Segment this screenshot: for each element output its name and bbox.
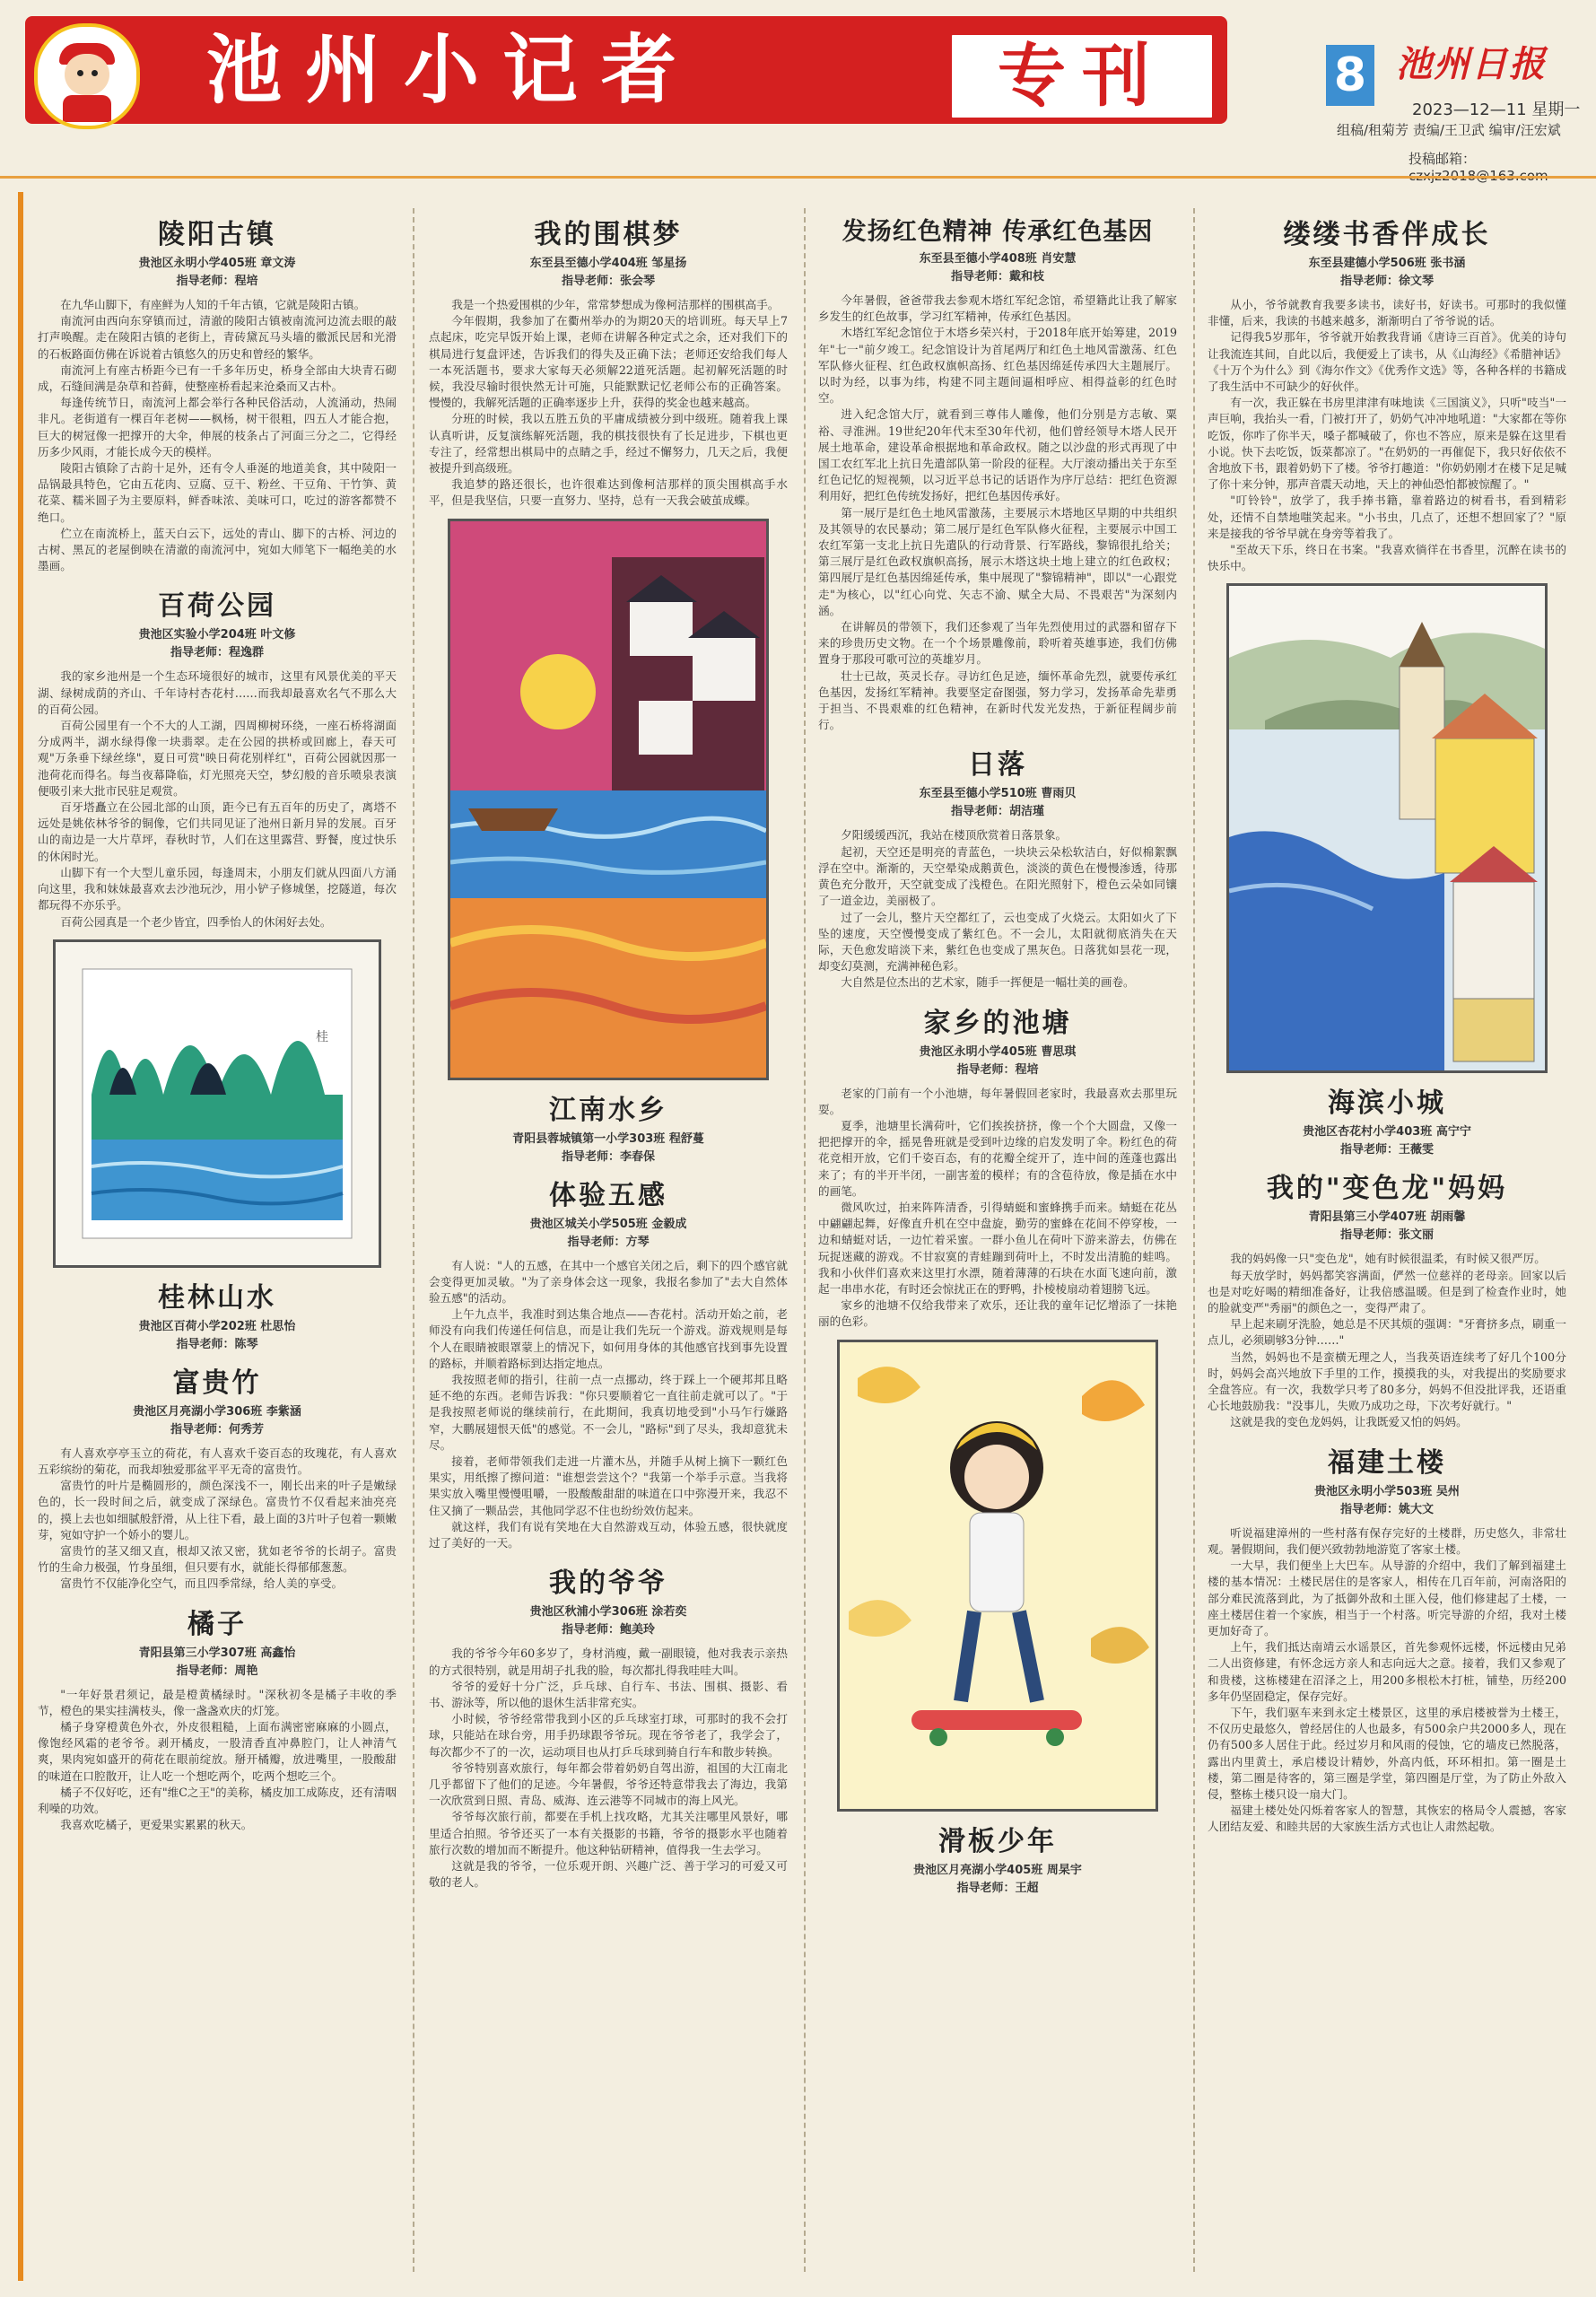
article-title: 缕缕书香伴成长 <box>1283 219 1491 250</box>
article-teacher: 指导老师：方琴 <box>567 1235 650 1249</box>
paragraph: 爷爷的爱好十分广泛，乒乓球、自行车、书法、围棋、摄影、看书、游泳等，所以他的退休生活非常充实。 <box>429 1679 788 1709</box>
paragraph: 早上起来刷牙洗脸，她总是不厌其烦的强调："牙膏挤多点，刷重一点儿，必须刷够3分钟……" <box>1208 1317 1566 1348</box>
paragraph: 这就是我的爷爷，一位乐观开朗、兴趣广泛、善于学习的可爱又可敬的老人。 <box>429 1858 788 1890</box>
article-teacher: 指导老师：王薇雯 <box>1339 1143 1434 1157</box>
article-teacher: 指导老师：程逸群 <box>170 646 264 660</box>
article-byline: 贵池区秋浦小学306班 涂若奕 <box>529 1605 687 1620</box>
article-teacher: 指导老师：姚大文 <box>1339 1502 1434 1516</box>
article-teacher: 指导老师：鲍美玲 <box>561 1623 655 1638</box>
paragraph: 陵阳古镇除了古韵十足外，还有令人垂涎的地道美食，其中陵阳一品锅最具特色，它由五花肉、豆腐、豆干、粉丝、干豆角、干竹笋、黄花菜、糯米圆子为主要原料，鲜香味浓、美味可口，吃过的游客都赞不绝口。 <box>38 461 397 524</box>
paragraph: 有一次，我正躲在书房里津津有味地读《三国演义》，只听"吱当"一声巨响，我抬头一看，门被打开了，奶奶气冲冲地吼道："大家都在等你吃饭，你咋了你半天，嗓子都喊破了，你也不答应，原来是躲在这里看小说。快下去吃饭，饭菜都凉了。"在奶奶的一再催促下，我只好依依不舍地放下书，跟着奶奶下了楼。爷爷打趣道："你奶奶刚才在楼下足足喊了你十来分钟，那声音震天动地，天上的神仙恐怕都被惊醒了。" <box>1208 396 1566 492</box>
paragraph: 在讲解员的带领下，我们还参观了当年先烈使用过的武器和留存下来的珍贵历史文物。在一个个场景雕像前，聆听着英雄事迹，我们仿佛置身于那段可歌可泣的英雄岁月。 <box>818 620 1177 667</box>
paragraph: 我按照老师的指引，往前一点一点挪动，终于踩上一个硬邦邦且略延不绝的东西。老师告诉我："你只要顺着它一直往前走就可以了。"于是我按照老师说的继续前行，在此期间，我真切地受到"小马乍行嫌路窄，大鹏展翅恨天低"的感觉。不一会儿，"路标"到了尽头，我却意犹未尽。 <box>429 1373 788 1452</box>
column-2 <box>429 206 788 2270</box>
article-guilin-caption <box>38 1275 397 1351</box>
paragraph: 就这样，我们有说有笑地在大自然游戏互动，体验五感，很快就度过了美好的一天。 <box>429 1519 788 1550</box>
article-seaside-caption <box>1208 1080 1566 1157</box>
masthead <box>0 0 1596 179</box>
jiangnan-water-town-painting <box>450 521 766 1078</box>
paragraph: 进入纪念馆大厅，就看到三尊伟人雕像，他们分别是方志敏、粟裕、寻淮洲。19世纪20年代末至30年代初，他们曾经领导木塔人民开展土地革命，建设革命根据地和革命政权。随之以沙盘的形式再现了中国工农红军北上抗日先遣部队第一阶段的征程。大厅滚动播出关于东至红色记忆的短视频，以习近平总书记的话语作为序厅总结：把红色资源利用好，把红色传统发扬好，把红色基因传承好。 <box>818 407 1177 503</box>
paragraph: 今年假期，我参加了在衢州举办的为期20天的培训班。每天早上7点起床，吃完早饭开始上课，老师在讲解各种定式之余，还对我们下的棋局进行复盘评述，告诉我们的得失及正确下法；老师还安给我们每人一本死活题书，要求大家每天必须解22道死活题。起初解死活题的时候，我没尽输时很快然无计可施，只能默默记忆老师公布的正确答案。慢慢的，我解死活题的正确率逐步上升，获得的奖金也越来越高。 <box>429 314 788 410</box>
column-1 <box>38 206 397 2270</box>
painting-guilin <box>53 939 381 1268</box>
article-title: 百荷公园 <box>158 590 276 623</box>
article-jiangnan-caption <box>429 1087 788 1164</box>
paragraph: 家乡的池塘不仅给我带来了欢乐，还让我的童年记忆增添了一抹艳丽的色彩。 <box>818 1298 1177 1329</box>
article-fujian-tulou <box>1208 1440 1566 1836</box>
article-teacher: 指导老师：李春保 <box>561 1149 655 1164</box>
article-orange <box>38 1602 397 1834</box>
article-body <box>429 1646 788 1891</box>
article-title: 我的"变色龙"妈妈 <box>1266 1173 1508 1205</box>
article-byline: 贵池区月亮湖小学306班 李紫涵 <box>133 1404 301 1419</box>
article-title: 富贵竹 <box>172 1367 262 1399</box>
paragraph: 这就是我的变色龙妈妈，让我既爱又怕的妈妈。 <box>1230 1415 1468 1429</box>
article-teacher: 指导老师：张会琴 <box>561 275 655 288</box>
article-byline: 东至县至德小学510班 曹雨贝 <box>919 787 1077 801</box>
paragraph: 夕阳缓缓西沉，我站在楼顶欣赏着日落景象。 <box>841 828 1068 843</box>
article-byline: 贵池区永明小学405班 章文涛 <box>138 257 296 270</box>
paragraph: 过了一会儿，整片天空都红了，云也变成了火烧云。太阳如火了下坠的速度，天空慢慢变成了紫红色。不一会儿，太阳就彻底消失在天际，天色愈发暗淡下来，紫红色也变成了黑灰色。日落犹如昙花一现，却变幻莫测，充满神秘色彩。 <box>818 910 1177 974</box>
article-baihe-park <box>38 583 397 930</box>
paragraph: 分班的时候，我以五胜五负的平庸成绩被分到中级班。随着我上课认真听讲，反复演练解死活题，我的棋技很快有了长足进步，下棋也更专注了，经常想出棋局中的点睛之手，经过不懈努力，几天之后，我便被提升到高级班。 <box>429 412 788 476</box>
page-number: 8 <box>1326 45 1374 106</box>
paragraph: 夏季，池塘里长满荷叶，它们挨挨挤挤，像一个个大圆盘，又像一把把撑开的伞，摇晃鲁班就是受到叶边缘的启发发明了伞。粉红色的荷花竞相开放，它们千姿百态，有的花瓣全绽开了，连中间的莲蓬也露出来了；有的半开半闭，一副害羞的模样；有的含苞待放，像是插在水中的画笔。 <box>818 1118 1177 1198</box>
paragraph: 南流河上有座古桥距今已有一千多年历史，桥身全部由大块青石砌成，石缝间满是杂草和苔藓，使整座桥看起来沧桑而又古朴。 <box>38 362 397 394</box>
article-byline: 东至县至德小学404班 邹星扬 <box>529 257 687 270</box>
article-teacher: 指导老师：周艳 <box>176 1664 258 1678</box>
article-body <box>1208 1251 1566 1430</box>
article-my-grandpa <box>429 1560 788 1891</box>
column-divider <box>1193 208 1197 2272</box>
artwork-title: 滑板少年 <box>938 1825 1057 1857</box>
paragraph: 起初，天空还是明亮的青蓝色，一块块云朵松软洁白，好似棉絮飘浮在空中。渐渐的，天空晕染成鹅黄色，淡淡的黄色在慢慢渗透，待那黄色充分散开，天空就变成了浅橙色。在阳光照射下，橙色云朵如同镶了一道金边，美丽极了。 <box>818 844 1177 908</box>
paragraph: 我的家乡池州是一个生态环境很好的城市，这里有风景优美的平天湖、绿树成荫的齐山、千年诗村杏花村……而我却最喜欢名气不那么大的百荷公园。 <box>38 669 397 716</box>
paragraph: 我的妈妈像一只"变色龙"，她有时候很温柔，有时候又很严厉。 <box>1230 1252 1546 1266</box>
paragraph: 壮士已故，英灵长存。寻访红色足迹，缅怀革命先烈，就要传承红色基因，发扬红军精神。我要坚定奋图强，努力学习，发扬革命先辈勇于担当、不畏艰难的红色精神，在新时代发光发热，于新征程阔步前行。 <box>818 668 1177 732</box>
painting-seaside-town <box>1226 583 1548 1073</box>
article-book-fragrance <box>1208 212 1566 574</box>
paragraph: 百牙塔矗立在公园北部的山顶，距今已有五百年的历史了，离塔不远处是姚依林爷爷的铜像，它们共同见证了池州日新月异的发展。百牙山的南边是一大片草坪，春秋时节，人们在这里露营、野餐，度过快乐的休闲时光。 <box>38 800 397 863</box>
article-chameleon-mom <box>1208 1166 1566 1430</box>
paragraph: 每逢传统节日，南流河上都会举行各种民俗活动，人流涌动，热闹非凡。老街道有一棵百年老树——枫杨，树干很粗，四五人才能合抱，巨大的树冠像一把撑开的大伞，伸展的枝条占了河面三分之二，它得经历多少风雨，才能长成今天的模样。 <box>38 396 397 459</box>
article-byline: 贵池区月亮湖小学405班 周杲宇 <box>913 1863 1082 1877</box>
paragraph: 第一展厅是红色土地风雷激荡，主要展示木塔地区早期的中共组织及其领导的农民暴动；第二展厅是红色军队修火征程，主要展示中国工农红军第一支北上抗日先遣队的行动背景、行军路线，黎锦很扎给关；第三展厅是红色政权旗帜高扬，展示木塔这块土地上建立的红色政权；第四展厅是红色基因绵延传承，集中展现了"黎锦精神"，即以"一心跟党走"为核心，以"红心向党、矢志不渝、赋全大局、不畏艰苦"为深刻内涵。 <box>818 505 1177 617</box>
article-title: 我的爷爷 <box>549 1568 667 1600</box>
mascot-logo <box>34 23 140 129</box>
paragraph: 从小，爷爷就教育我要多读书，读好书，好读书。可那时的我似懂非懂，后来，我读的书越来越多，渐渐明白了爷爷说的话。 <box>1208 298 1566 328</box>
guilin-landscape-painting <box>56 942 379 1265</box>
submission-email: 投稿邮箱： <box>1408 151 1477 167</box>
article-red-spirit <box>818 212 1177 733</box>
article-teacher: 指导老师：王超 <box>956 1881 1039 1895</box>
paragraph: 上午九点半，我准时到达集合地点——杏花村。活动开始之前，老师没有向我们传递任何信息，而是让我们先玩一个游戏。游戏规则是每个人在眼睛被眼罩蒙上的情况下，如何用身体的其他感官找到事先设置的路标，并顺着路标到达指定地点。 <box>429 1307 788 1370</box>
article-byline: 青阳县第三小学307班 高鑫怡 <box>138 1646 296 1660</box>
article-five-senses <box>429 1173 788 1552</box>
paragraph: 福建土楼处处闪烁着客家人的智慧，其恢宏的格局令人震撼，客家人团结友爱、和睦共居的大家族生活方式也让人肃然起敬。 <box>1208 1804 1566 1834</box>
paragraph: 百荷公园真是一个老少皆宜，四季怡人的休闲好去处。 <box>60 914 332 929</box>
editor-credits: 组稿/租菊芳 责编/王卫武 编审/汪宏斌 <box>1337 122 1561 138</box>
paragraph: 小时候，爷爷经常带我到小区的乒乓球室打球，可那时的我不会打球，只能站在球台旁，用手扔球跟爷爷玩。现在爷爷老了，我学会了，每次都少不了的一次，运动项目也从打乒乓球到骑自行车和散步转换。 <box>429 1712 788 1759</box>
article-teacher: 指导老师：徐文琴 <box>1339 275 1434 288</box>
article-hometown-pond <box>818 1000 1177 1331</box>
paragraph: 百荷公园里有一个不大的人工湖，四周柳树环绕，一座石桥将湖面分成两半，湖水绿得像一块翡翠。走在公园的拱桥或回廊上，春天可观"万条垂下绿丝绦"，夏日可赏"映日荷花别样红"，百荷公园就因那一池荷花而得名。每当夜幕降临，灯光照亮天空，梦幻般的音乐喷泉表演便吸引来大批市民驻足观赏。 <box>38 719 397 798</box>
article-teacher: 指导老师：程培 <box>956 1062 1039 1077</box>
header-divider <box>0 176 1596 179</box>
article-body <box>429 297 788 510</box>
article-title: 发扬红色精神 传承红色基因 <box>842 218 1154 246</box>
article-title: 橘子 <box>188 1608 247 1640</box>
article-byline: 贵池区永明小学405班 曹思琪 <box>919 1044 1077 1059</box>
seaside-town-painting <box>1229 586 1545 1070</box>
paragraph: "叮铃铃"，放学了，我手捧书籍，靠着路边的树看书，看到精彩处，还情不自禁地嗤笑起来。"小书虫，几点了，还想不想回家了？"原来是接我的爷爷早就在身旁等着我了。 <box>1208 493 1566 540</box>
artwork-title: 江南水乡 <box>549 1094 667 1126</box>
column-divider <box>413 208 416 2272</box>
paragraph: 富贵竹的茎又细又直，根却又浓又密，犹如老爷爷的长胡子。富贵竹的生命力极强，竹身虽细，但只要有水，就能长得郁郁葱葱。 <box>38 1543 397 1575</box>
artwork-title: 海滨小城 <box>1328 1087 1446 1120</box>
paragraph: 我是一个热爱围棋的少年，常常梦想成为像柯洁那样的围棋高手。 <box>451 298 780 311</box>
paragraph: 有人说："人的五感，在其中一个感官关闭之后，剩下的四个感官就会变得更加灵敏。"为了亲身体会这一现象，我报名参加了"去大自然体验五感"的活动。 <box>429 1258 788 1306</box>
paragraph: 富贵竹不仅能净化空气，而且四季常绿，给人美的享受。 <box>60 1576 344 1591</box>
newspaper-logo: 池州日报 <box>1396 43 1547 85</box>
article-body <box>818 827 1177 991</box>
paragraph: 橘子身穿橙黄色外衣，外皮很粗糙，上面布满密密麻麻的小圆点，像饱经风霜的老爷爷。剥开橘皮，一股清香直冲鼻腔门，让人神清气爽，果肉宛如盛开的荷花在眼前绽放。掰开橘瓣，放进嘴里，一股酸甜的味道在口腔散开，让人吃一个想吃两个，吃两个想吃三个。 <box>38 1719 397 1783</box>
article-byline: 贵池区杏花村小学403班 高宁宁 <box>1303 1125 1471 1140</box>
article-skateboard-caption <box>818 1819 1177 1895</box>
article-lingyang-town <box>38 212 397 574</box>
article-teacher: 指导老师：陈琴 <box>176 1337 258 1351</box>
article-teacher: 指导老师：胡洁瑾 <box>950 805 1044 819</box>
article-byline: 青阳县第三小学407班 胡雨馨 <box>1308 1210 1466 1225</box>
paragraph: 我的爷爷今年60多岁了，身材消瘦，戴一副眼镜，他对我表示亲热的方式很特别，就是用胡子扎我的脸，每次都扎得我哇哇大叫。 <box>429 1646 788 1677</box>
paragraph: 一大早，我们便坐上大巴车。从导游的介绍中，我们了解到福建土楼的基本情况：土楼民居住的是客家人，相传在几百年前，河南洛阳的部分难民流落到此，为了抵御外敌和土匪入侵，他们修建起了土楼，一座土楼居住着一个家族，相当于一个村落。听完导游的介绍，我对土楼更加好奇了。 <box>1208 1559 1566 1638</box>
column-divider <box>804 208 807 2272</box>
paragraph: 微风吹过，拍来阵阵清香，引得蜻蜓和蜜蜂携手而来。蜻蜓在花丛中翩翩起舞，好像直升机在空中盘旋，勤劳的蜜蜂在花间不停穿梭，一边和蜻蜓对话，一边忙着采蜜。一群小鱼儿在荷叶下游来游去，仿佛在玩捉迷藏的游戏。不甘寂寞的青蛙蹦到荷叶上，不时发出清脆的蛙鸣。我和小伙伴们喜欢来这里打水漂，随着薄薄的石块在水面飞速向前，激起一串串水花，有时还会惊扰正在的野鸭，扑棱棱扇动着翅膀飞远。 <box>818 1200 1177 1296</box>
article-teacher: 指导老师：程培 <box>176 275 258 288</box>
article-title: 日落 <box>968 749 1027 782</box>
article-byline: 贵池区百荷小学202班 杜思怡 <box>138 1319 296 1333</box>
paragraph: 记得我5岁那年，爷爷就开始教我背诵《唐诗三百首》。优美的诗句让我流连其间，自此以后，我便爱上了读书，从《山海经》《希腊神话》《十万个为什么》到《海尔作文》《优秀作文选》等，各种各样的书籍成了我生活中不可缺少的好伙伴。 <box>1208 330 1566 394</box>
paragraph: 每天放学时，妈妈都笑容满面，俨然一位慈祥的老母亲。回家以后也是对吃好喝的精细准备好，让我倍感温暖。但是到了检查作业时，她的脸就变严"秀丽"的颜色之一，变得严肃了。 <box>1208 1268 1566 1315</box>
paragraph: "至故天下乐，终日在书案。"我喜欢徜徉在书香里，沉醉在读书的快乐中。 <box>1208 543 1566 573</box>
article-body <box>38 1445 397 1593</box>
article-byline: 贵池区城关小学505班 金毅成 <box>529 1217 687 1231</box>
article-title: 我的围棋梦 <box>534 219 683 250</box>
article-body <box>38 668 397 930</box>
paragraph: 今年暑假，爸爸带我去参观木塔红军纪念馆，希望籍此让我了解家乡发生的红色故事，学习红军精神，传承红色基因。 <box>818 293 1177 324</box>
paragraph: 富贵竹的叶片是椭圆形的，颜色深浅不一，刚长出来的叶子是嫩绿色的，长一段时间之后，就变成了深绿色。富贵竹不仅看起来油亮亮的，摸上去也如细腻般舒滑，从上往下看，最上面的3片叶子包着一颗嫩芽，宛如守护一个娇小的婴儿。 <box>38 1479 397 1542</box>
article-byline: 东至县至德小学408班 肖安慧 <box>919 252 1077 266</box>
paragraph: 在九华山脚下，有座鲜为人知的千年古镇，它就是陵阳古镇。 <box>60 298 366 311</box>
paragraph: 当然，妈妈也不是蛮横无理之人，当我英语连续考了好几个100分时，妈妈会高兴地放下手里的工作，摸摸我的头，对我提出的奖励要求全盘答应。有一次，我数学只考了80多分，妈妈不但没批评我，还语重心长地鼓励我："没事儿，失败乃成功之母，下次考好就行。" <box>1208 1349 1566 1413</box>
article-go-dream <box>429 212 788 510</box>
article-byline: 东至县建德小学506班 张书涵 <box>1308 257 1466 270</box>
paragraph: 老家的门前有一个小池塘，每年暑假回老家时，我最喜欢去那里玩耍。 <box>818 1086 1177 1116</box>
paragraph: 南流河由西向东穿镇而过，清澈的陵阳古镇被南流河边流去眼的敲打声唤醒。走在陵阳古镇的老街上，青砖黛瓦马头墙的徽派民居和光滑的石板路面仿佛在诉说着古镇悠久的历史和曾经的繁华。 <box>38 314 397 361</box>
article-body <box>38 1687 397 1834</box>
article-body <box>818 293 1177 733</box>
svg-text:桂: 桂 <box>316 1029 328 1044</box>
paragraph: 下午，我们驱车来到永定土楼景区，这里的承启楼被誉为土楼王，不仅历史最悠久，曾经居住的人也最多，有500余户共2000多人，现在仍有500多人居住于此。经过岁月和风雨的侵蚀，它的墙皮已然脱落，露出内里黄土，承启楼设计精妙，外高内低，环环相扣。第一圈是土楼，第二圈是待客的，第三圈是学堂，第四圈是厅堂，为了防止外敌入侵，整栋土楼只设一扇大门。 <box>1208 1705 1566 1801</box>
paragraph: 接着，老师带领我们走进一片灌木丛，并随手从树上摘下一颗红色果实，用纸擦了擦问道："谁想尝尝这个？"我第一个举手示意。当我将果实放入嘴里慢慢咀嚼，一股酸酸甜甜的味道在口中弥漫开来，我忍不住又摘了一颗品尝，其他同学忍不住也纷纷效仿起来。 <box>429 1454 788 1517</box>
column-4 <box>1208 206 1566 2270</box>
paragraph: 伫立在南流桥上，蓝天白云下，远处的青山、脚下的古桥、河边的古树、黑瓦的老屋倒映在清澈的南流河中，宛如大师笔下一幅绝美的水墨画。 <box>38 526 397 573</box>
paragraph: 上午，我们抵达南靖云水谣景区，首先参观怀远楼，怀远楼由兄弟二人出资修建，有怀念远方亲人和志向远大之意。接着，我们又参观了和贵楼，这栋楼建在沼泽之上，用200多根松木打桩，铺垫，历经200多年仍坚固稳定，保存完好。 <box>1208 1640 1566 1703</box>
article-title: 陵阳古镇 <box>158 219 276 250</box>
article-teacher: 指导老师：张文丽 <box>1339 1228 1434 1243</box>
painting-jiangnan <box>448 519 769 1080</box>
article-body <box>38 297 397 574</box>
article-byline: 贵池区实验小学204班 叶文修 <box>138 628 296 642</box>
paragraph: 山脚下有一个大型儿童乐园，每逢周末，小朋友们就从四面八方涌向这里，我和妹妹最喜欢去沙池玩沙，用小铲子修城堡，挖隧道，每次都玩得不亦乐乎。 <box>38 865 397 913</box>
column-3 <box>818 206 1177 2270</box>
article-teacher: 指导老师：何秀芳 <box>170 1422 264 1437</box>
article-body <box>1208 1525 1566 1836</box>
paragraph: "一年好景君须记，最是橙黄橘绿时。"深秋初冬是橘子丰收的季节，橙色的果实挂满枝头，像一盏盏欢庆的灯笼。 <box>38 1687 397 1717</box>
article-body <box>429 1258 788 1552</box>
issue-date: 2023—12—11 星期一 <box>1412 100 1581 119</box>
article-title: 体验五感 <box>549 1179 667 1211</box>
skateboard-boy-painting <box>840 1342 1156 1809</box>
article-sunset <box>818 742 1177 991</box>
article-body <box>1208 297 1566 574</box>
paragraph: 大自然是位杰出的艺术家，随手一挥便是一幅壮美的画卷。 <box>841 975 1135 990</box>
article-body <box>818 1086 1177 1331</box>
paragraph: 橘子不仅好吃，还有"维C之王"的美称，橘皮加工成陈皮，还有清咽利噪的功效。 <box>38 1785 397 1815</box>
special-edition-label: 专刊 <box>947 31 1217 122</box>
paragraph: 木塔红军纪念馆位于木塔乡荣兴村，于2018年底开始筹建，2019年"七一"前夕竣工。纪念馆设计为首尾两厅和红色土地风雷激荡、红色军队修火征程、红色政权旗帜高扬、红色基因绵延传承四大主题展厅。以时为经，以事为纬，构建不同主题间逼相呼应、相得益彰的红色时空。 <box>818 326 1177 406</box>
article-teacher: 指导老师：戴和枝 <box>950 270 1044 284</box>
section-title: 池州小记者 <box>206 25 701 114</box>
painting-skateboard <box>837 1340 1158 1812</box>
paragraph: 我喜欢吃橘子，更爱果实累累的秋天。 <box>60 1818 253 1832</box>
article-lucky-bamboo <box>38 1360 397 1593</box>
artwork-title: 桂林山水 <box>158 1281 276 1314</box>
paragraph: 爷爷特别喜欢旅行，每年都会带着奶奶自驾出游，祖国的大江南北几乎都留下了他们的足迹。今年暑假，爷爷还特意带我去了海边，我第一次欣赏到日照、青岛、威海、连云港等不同城市的海上风光。 <box>429 1760 788 1808</box>
paragraph: 有人喜欢亭亭玉立的荷花，有人喜欢千姿百态的玫瑰花，有人喜欢五彩缤纷的菊花，而我却独爱那盆平平无奇的富贵竹。 <box>38 1445 397 1476</box>
paragraph: 爷爷每次旅行前，都要在手机上找攻略，尤其关注哪里风景好，哪里适合拍照。爷爷还买了一本有关摄影的书籍，爷爷的摄影水平也随着旅行次数的增加而不断提升。他这种钻研精神，值得我一生去学习。 <box>429 1810 788 1856</box>
article-byline: 贵池区永明小学503班 吴州 <box>1314 1484 1460 1498</box>
article-title: 家乡的池塘 <box>923 1007 1072 1039</box>
article-title: 福建土楼 <box>1328 1446 1446 1479</box>
paragraph: 我追梦的路还很长，也许很难达到像柯洁那样的顶尖围棋高手水平，但是我坚信，只要一直努力、坚持，总有一天我会破茧成蝶。 <box>429 477 788 508</box>
paragraph: 听说福建漳州的一些村落有保存完好的土楼群，历史悠久，非常壮观。暑假期间，我们便兴致勃勃地游览了客家土楼。 <box>1208 1525 1566 1556</box>
article-byline: 青阳县蓉城镇第一小学303班 程舒蔓 <box>512 1131 704 1146</box>
